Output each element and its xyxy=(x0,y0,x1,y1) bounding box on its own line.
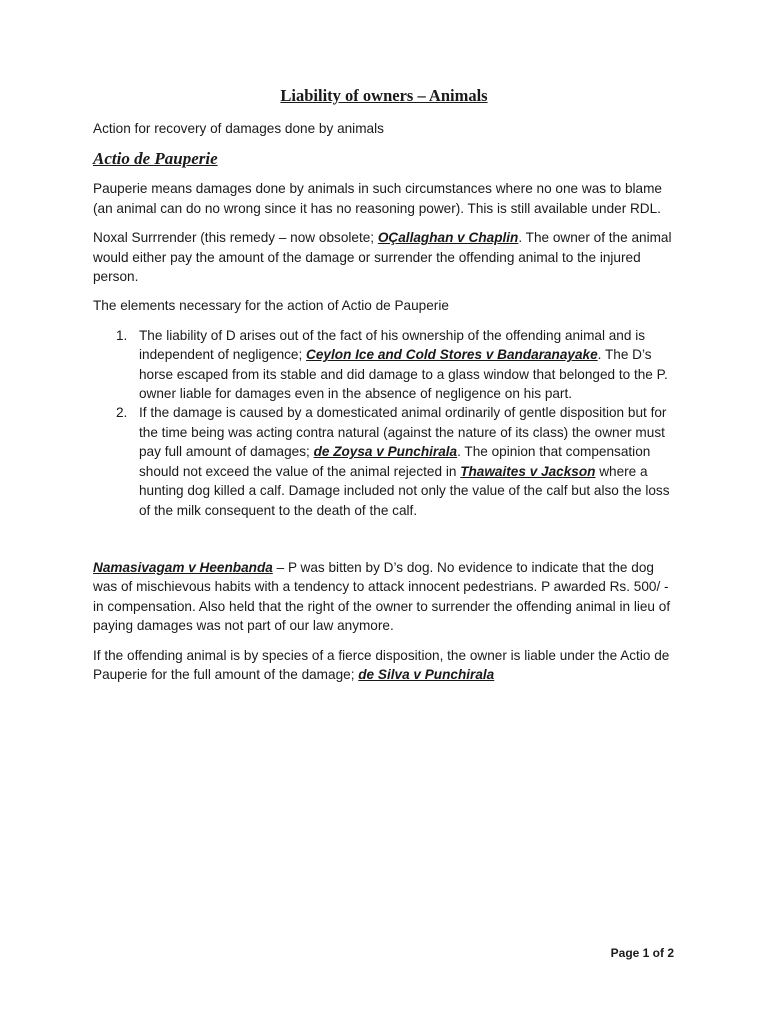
noxal-text-2: . The owner of the animal would either pay the amount of the damage or surrender the offending animal to the injured person. xyxy=(93,230,672,285)
intro-paragraph: Action for recovery of damages done by animals xyxy=(93,121,384,136)
case-citation-ocallaghan: OÇallaghan v Chaplin xyxy=(377,230,519,246)
noxal-paragraph xyxy=(93,228,678,286)
case-citation-de-silva: de Silva v Punchirala xyxy=(358,666,495,682)
namasivagam-paragraph xyxy=(93,558,678,636)
document-body xyxy=(93,119,678,694)
fierce-paragraph xyxy=(93,646,678,685)
list-item-text-1: If the damage is caused by a domesticated animal ordinarily of gentle disposition but for the time being was acting contra natural (against the nature of its class) the owner must pay full amount of damages; xyxy=(139,405,667,460)
case-citation-de-zoysa: de Zoysa v Punchirala xyxy=(313,444,458,460)
page-number: Page 1 of 2 xyxy=(610,946,674,960)
case-citation-thawaites: Thawaites v Jackson xyxy=(460,463,596,479)
namasivagam-text: – P was bitten by D’s dog. No evidence to indicate that the dog was of mischievous habits with a tendency to attack innocent pedestrians. P awarded Rs. 500/ - in compensation. Also held that the right of the owner to surrender the offending animal in lieu of paying damages was not part of our law anymore. xyxy=(93,559,671,634)
elements-list xyxy=(93,326,678,520)
list-item-text-2: . The D’s horse escaped from its stable and did damage to a glass window that belonged to the P. owner liable for damages even in the absence of negligence on his part. xyxy=(139,347,668,402)
case-citation-ceylon-ice: Ceylon Ice and Cold Stores v Bandaranayake xyxy=(306,347,598,363)
list-number: 1. xyxy=(116,327,128,343)
list-item xyxy=(93,403,678,519)
case-citation-namasivagam: Namasivagam v Heenbanda xyxy=(93,559,273,575)
list-item xyxy=(93,326,678,404)
pauperie-paragraph: Pauperie means damages done by animals in such circumstances where no one was to blame (an animal can do no wrong since it has no reasoning power). This is still available under RDL. xyxy=(93,181,662,216)
list-number: 2. xyxy=(116,405,128,421)
document-title: Liability of owners – Animals xyxy=(280,86,488,105)
elements-intro: The elements necessary for the action of Actio de Pauperie xyxy=(93,298,449,314)
list-item-text-2: . The opinion that compensation should not exceed the value of the animal rejected in xyxy=(139,444,651,479)
noxal-text-1: Noxal Surrrender (this remedy – now obsolete; xyxy=(93,230,378,246)
list-item-text-1: The liability of D arises out of the fact of his ownership of the offending animal and is independent of negligence; xyxy=(139,327,646,363)
section-heading: Actio de Pauperie xyxy=(93,149,218,169)
spacer xyxy=(93,530,678,558)
list-item-text-3: where a hunting dog killed a calf. Damage included not only the value of the calf but also the loss of the milk consequent to the death of the calf. xyxy=(139,463,670,518)
fierce-text: If the offending animal is by species of a fierce disposition, the owner is liable under the Actio de Pauperie for the full amount of the damage; xyxy=(93,647,670,682)
